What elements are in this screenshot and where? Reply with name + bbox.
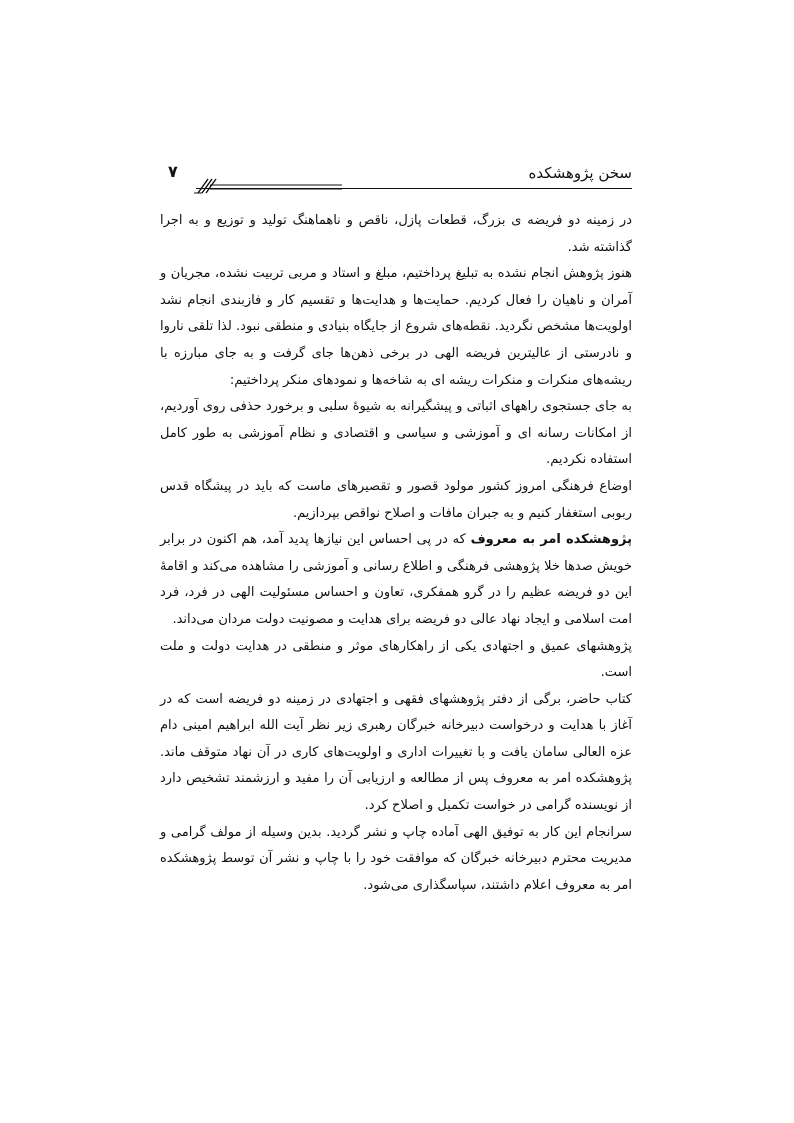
paragraph-3: به جای جستجوی راههای اثباتی و پیشگیرانه به شیوهٔ سلبی و برخورد حذفی روی آوردیم، از امکانات رسانه ای و آموزشی و سیاسی و اقتصادی و نظام آموزشی به طور کامل استفاده نکردیم. (160, 399, 632, 468)
body-text (160, 208, 632, 899)
paragraph-2: هنوز پژوهش انجام نشده به تبلیغ پرداختیم، مبلغ و استاد و مربی تربیت نشده، مجریان و آمران و ناهیان را فعال کردیم. حمایت‌ها و هدایت‌ها و تقسیم کار و فازبندی انجام نشد اولویت‌ها مشخص نگردید. نقطه‌های شروع از جایگاه بنیادی و منطقی نبود. لذا تلقی ناروا و نادرستی از عالیترین فریضه الهی در برخی ذهن‌ها جای گرفت و به جای مبارزه با ریشه‌های منکرات و منکرات ریشه ای به شاخه‌ها و نمودهای منکر پرداختیم: (160, 266, 632, 388)
paragraph-5-rest: که در پی احساس این نیازها پدید آمد، هم اکنون در برابر خویش صدها خلا پژوهشی فرهنگی و اطلاع رسانی و آموزشی را مشاهده می‌کند و اقامهٔ این دو فریضه عظیم را در گرو همفکری، تعاون و احساس مسئولیت الهی در فرد، فرد امت اسلامی و ایجاد نهاد عالی دو فریضه برای هدایت و مصونیت دولت مردان می‌داند. (160, 532, 632, 627)
paragraph-1: در زمینه دو فریضه ی بزرگ، قطعات پازل، ناقص و ناهماهنگ تولید و توزیع و به اجرا گذاشته شد. (160, 213, 632, 255)
paragraph-8: سرانجام این کار به توفیق الهی آماده چاپ و نشر گردید. بدین وسیله از مولف گرامی و مدیریت محترم دبیرخانه خبرگان که موافقت خود را با چاپ و نشر آن توسط پژوهشکده امر به معروف اعلام داشتند، سپاسگذاری می‌شود. (160, 824, 632, 893)
paragraph-6: پژوهشهای عمیق و اجتهادی یکی از راهکارهای موثر و منطقی در هدایت دولت و ملت است. (160, 638, 632, 681)
page-number: ۷ (168, 162, 178, 181)
paragraph-7: کتاب حاضر، برگی از دفتر پژوهشهای فقهی و اجتهادی در زمینه دو فریضه است که در آغاز با هدایت و درخواست دبیرخانه خبرگان رهبری زیر نظر آیت الله ابراهیم امینی دام عزه العالی سامان یافت و با تغییرات اداری و اولویت‌های کاری در آن نهاد متوقف ماند. پژوهشکده امر به معروف پس از مطالعه و ارزیابی آن را مفید و ارزشمند تشخیص دارد از نویسنده گرامی در خواست تکمیل و اصلاح کرد. (160, 691, 632, 814)
paragraph-4: اوضاع فرهنگی امروز کشور مولود قصور و تقصیرهای ماست که باید در پیشگاه قدس ربوبی استغفار کنیم و به جبران مافات و اصلاح نواقص بپردازیم. (160, 478, 632, 521)
double-slash-rule-ornament-icon (192, 174, 342, 194)
header-rule (196, 188, 632, 189)
paragraph-5-lead: پژوهشکده امر به معروف (470, 532, 632, 548)
running-title: سخن پژوهشکده (528, 164, 632, 182)
paragraph-5 (160, 527, 632, 633)
running-header (168, 160, 632, 194)
